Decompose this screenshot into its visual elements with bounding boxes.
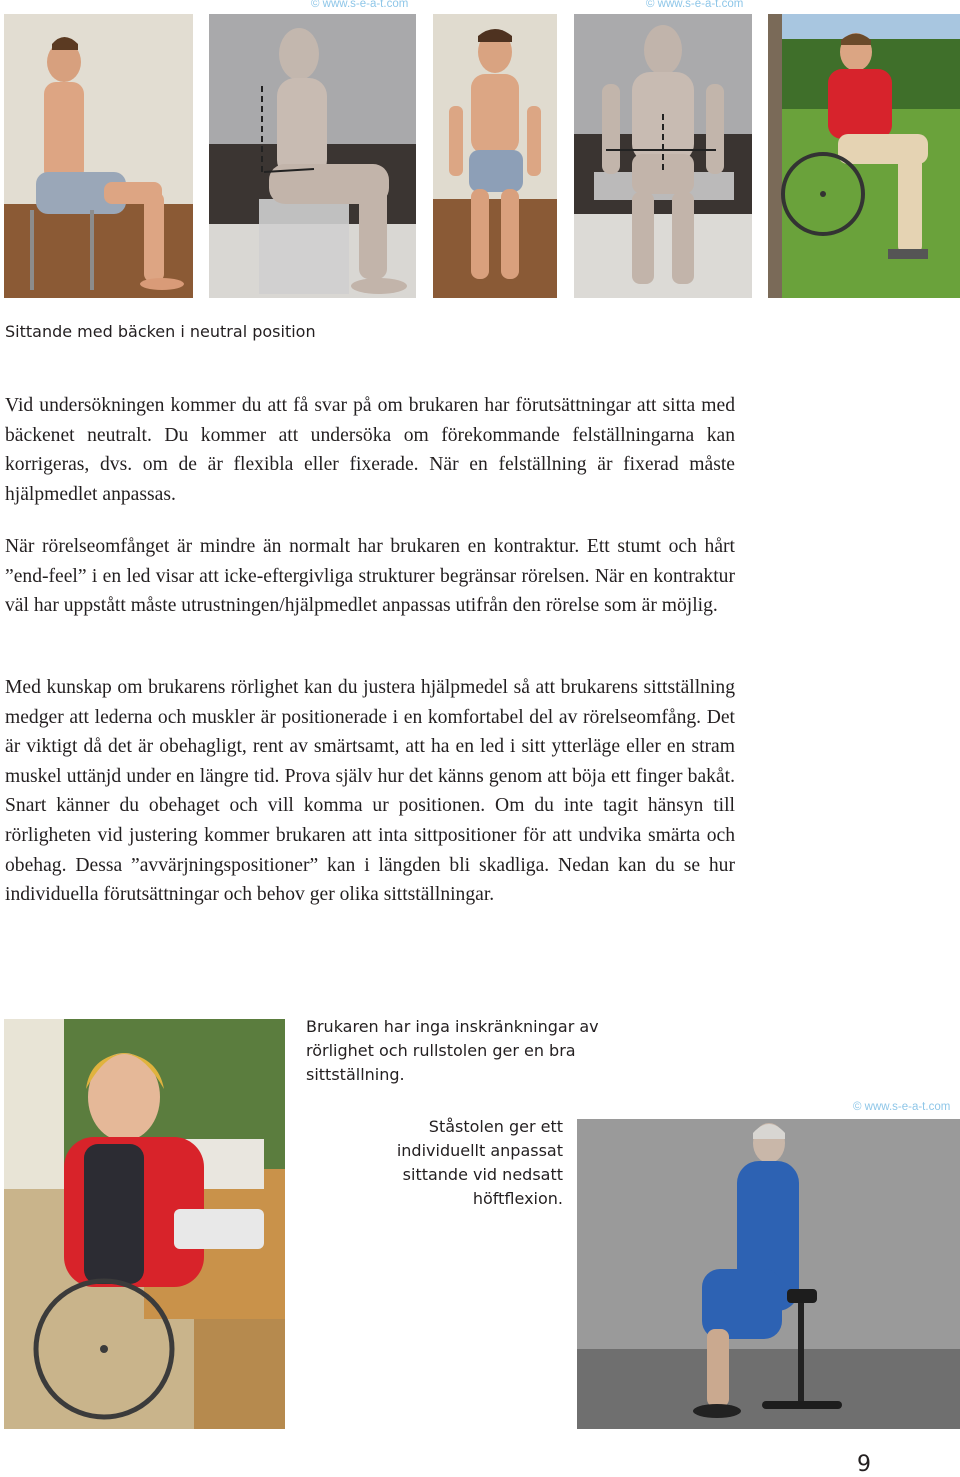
top-caption: Sittande med bäcken i neutral position [5, 322, 316, 341]
illustration-mannequin-side [209, 14, 416, 298]
photo-boy-sitting-front [433, 14, 557, 298]
illustration-mannequin-front [574, 14, 752, 298]
paragraph-1: Vid undersökningen kommer du att få svar på om brukaren har förutsättningar att sitta med bäckenet neutralt. Du kommer att undersöka om förekommande felställningarna kan korrigeras, dvs. om de är flexibla eller fixerade. När en felställning är fixerad måste hjälpmedlet anpassas. [5, 395, 735, 505]
watermark-right: © www.s-e-a-t.com [853, 1101, 951, 1113]
paragraph-2: När rörelseomfånget är mindre än normalt har brukaren en kontraktur. Ett stumt och hårt ”end-feel” i en led visar att icke-eftergivliga strukturer begränsar rörelsen. När en kontraktur väl har uppstått måste utrustningen/hjälpmedlet anpassas utifrån den rörelse som är möjlig. [5, 536, 735, 617]
caption-standing-stool: Ståstolen ger ett individuellt anpassat sittande vid nedsatt höftflexion. [396, 1117, 563, 1208]
photo-boy-sitting-side [4, 14, 193, 298]
photo-woman-wheelchair-desk [4, 1019, 285, 1429]
paragraph-3: Med kunskap om brukarens rörlighet kan du justera hjälpmedel så att brukarens sittställning medger att lederna och muskler är positionerade i en komfortabel del av rörelseomfång. Det är viktigt då det är obehagligt, rent av smärtsamt, att ha en led i sitt ytterläge eller en stram muskel uttänjd under en längre tid. Prova själv hur det känns genom att böja ett finger bakåt. Snart känner du obehaget och vill komma ur positionen. Om du inte tagit hänsyn till rörligheten vid justering kommer brukaren att inta sittpositioner för att undvika smärta och obehag. Dessa ”avvärjningspositioner” kan i längden bli skadliga. Nedan kan du se hur individuella förutsättningar och behov ger olika sittställningar. [5, 677, 735, 906]
photo-woman-standing-stool [577, 1119, 960, 1429]
watermark-top-1: © www.s-e-a-t.com [311, 0, 409, 10]
photo-boy-wheelchair-outdoor [768, 14, 960, 298]
caption-wheelchair: Brukaren har inga inskränkningar av rörlighet och rullstolen ger en bra sittställning. [306, 1017, 599, 1084]
watermark-top-2: © www.s-e-a-t.com [646, 0, 744, 10]
page-number: 9 [857, 1452, 871, 1477]
